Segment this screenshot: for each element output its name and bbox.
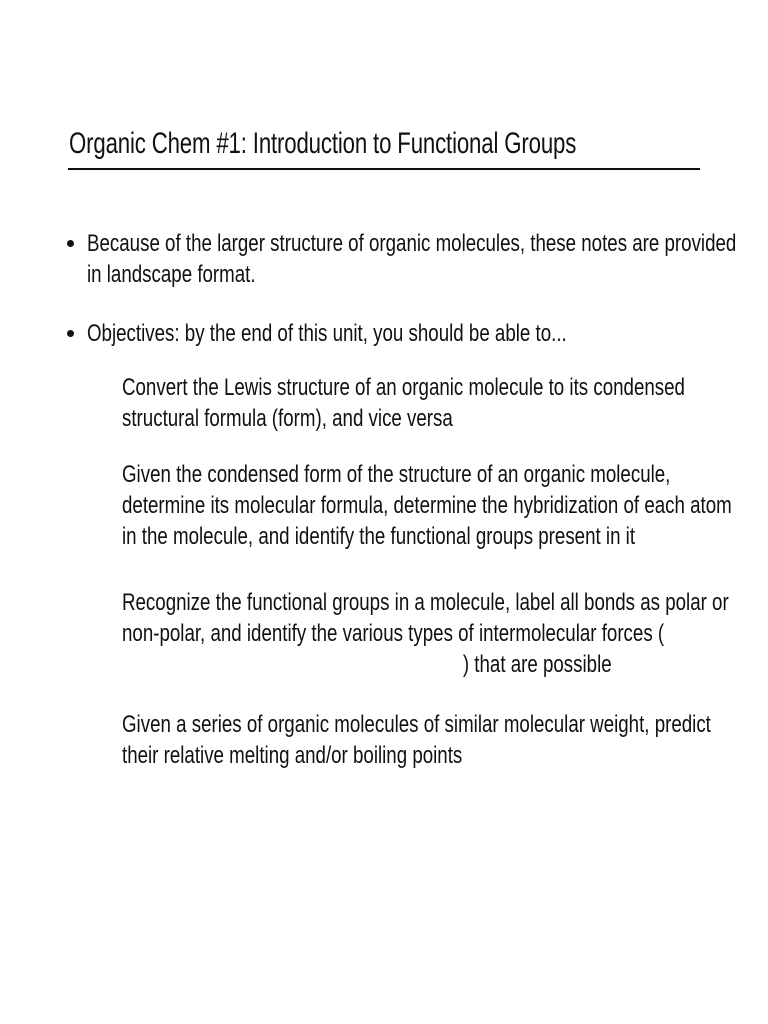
text-line: structural formula (form), and vice versa [122,405,453,432]
bullet-dot-icon [67,240,74,247]
objective-text [122,459,732,552]
bullet-text [87,228,736,290]
text-line: in the molecule, and identify the functional groups present in it [122,523,636,550]
page-title: Organic Chem #1: Introduction to Functional Groups [69,127,577,160]
objective-text [122,709,711,771]
objective-text [122,587,729,680]
objective-text [122,372,685,434]
title-underline [68,168,700,170]
text-line: Objectives: by the end of this unit, you should be able to... [87,320,567,347]
text-line: non-polar, and identify the various types of intermolecular forces ( [122,620,665,647]
text-line: Convert the Lewis structure of an organic molecule to its condensed [122,374,685,401]
text-line: in landscape format. [87,261,256,288]
bullet-dot-icon [67,330,74,337]
text-line: Given a series of organic molecules of similar molecular weight, predict [122,711,711,738]
text-line: Given the condensed form of the structure of an organic molecule, [122,461,671,488]
text-line: their relative melting and/or boiling points [122,742,463,769]
text-line: Recognize the functional groups in a molecule, label all bonds as polar or [122,589,729,616]
text-line: Because of the larger structure of organic molecules, these notes are provided [87,230,737,257]
bullet-text [87,318,567,349]
text-line: ) that are possible [462,651,612,678]
text-line: determine its molecular formula, determine the hybridization of each atom [122,492,732,519]
